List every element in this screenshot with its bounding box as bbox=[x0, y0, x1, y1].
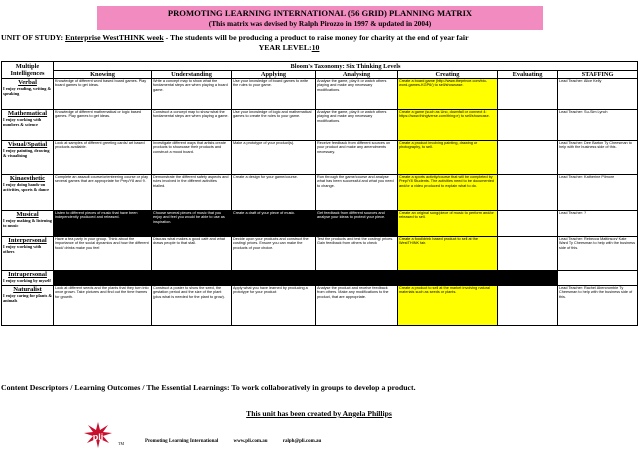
intelligence-description: I enjoy working with numbers & science bbox=[3, 117, 42, 127]
matrix-cell-applying: Apply what you have learned by producing a prototype for your product bbox=[232, 286, 316, 326]
column-header-analysing: Analysing bbox=[316, 71, 398, 79]
matrix-subtitle: (This matrix was devised by Ralph Pirozzo in 1997 & updated in 2004) bbox=[208, 19, 432, 28]
corner-multiple-intelligences: Multiple Intelligences bbox=[2, 62, 54, 79]
matrix-cell-knowing: Look at samples of different greeting cards/ art based products available. bbox=[54, 141, 152, 175]
footer-org: Promoting Learning International bbox=[145, 439, 219, 444]
matrix-cell-creating: Create a board game (http://www.theprince.com/bio-word-games-KGP6/) to sell/showcase. bbox=[398, 79, 498, 110]
intelligence-name: Verbal bbox=[18, 79, 37, 86]
matrix-cell-analysing: Receive feedback from different sources on your product and make any amendments necessary. bbox=[316, 141, 398, 175]
intelligence-description: I enjoy doing hands-on activities, sports & dance bbox=[3, 182, 50, 192]
matrix-cell-understanding: Discuss what makes a good café and what draws people to that stall. bbox=[152, 237, 232, 271]
matrix-cell-analysing: Get feedback from different sources and analyse your ideas to protect your piece. bbox=[316, 211, 398, 237]
matrix-cell-understanding: Write a concept map to show what the fundamental steps are when playing a board game. bbox=[152, 79, 232, 110]
trademark: TM bbox=[118, 441, 124, 446]
matrix-cell-understanding: Choose several pieces of music that you enjoy and feel you would be able to use as inspiration. bbox=[152, 211, 232, 237]
year-level-label: YEAR LEVEL: bbox=[258, 43, 312, 52]
matrix-cell-evaluating bbox=[498, 79, 558, 110]
intelligence-row-visual-spatial bbox=[2, 141, 638, 175]
matrix-cell-applying: Create a draft of your piece of music. bbox=[232, 211, 316, 237]
matrix-cell-applying: Decide upon your products and construct the costing/ prices. Ensure you can make the products of your choice. bbox=[232, 237, 316, 271]
matrix-cell-analysing bbox=[316, 271, 398, 286]
matrix-cell-applying: Create a design for your game/course. bbox=[232, 175, 316, 211]
content-descriptors-text: To work collaboratively in groups to develop a product. bbox=[229, 383, 416, 392]
intelligence-cell bbox=[2, 286, 54, 326]
footer-website[interactable]: www.pli.com.au bbox=[233, 439, 268, 444]
matrix-cell-applying bbox=[232, 271, 316, 286]
matrix-cell-staffing bbox=[558, 271, 638, 286]
intelligence-cell bbox=[2, 175, 54, 211]
matrix-cell-creating: Create a sports activity/course that will be completed by Prep/Y8 Students. The activities need to be documented and/or a video produced to explain what to do. bbox=[398, 175, 498, 211]
intelligence-cell bbox=[2, 211, 54, 237]
planning-matrix bbox=[1, 61, 638, 326]
intelligence-row-musical bbox=[2, 211, 638, 237]
matrix-cell-evaluating bbox=[498, 211, 558, 237]
matrix-cell-staffing: Lead Teacher: Alice Kelly bbox=[558, 79, 638, 110]
content-descriptors bbox=[1, 383, 637, 393]
intelligence-name: Interpersonal bbox=[8, 237, 47, 244]
intelligence-row-kinaesthetic bbox=[2, 175, 638, 211]
matrix-cell-creating bbox=[398, 271, 498, 286]
matrix-cell-knowing: Complete an assault course/orienteering course or play several games that are appropriate for Prep/Y8 and 9. bbox=[54, 175, 152, 211]
intelligence-description: I enjoy reading, writing & speaking bbox=[3, 86, 52, 96]
matrix-cell-staffing: Lead Teacher: ? bbox=[558, 211, 638, 237]
intelligence-name: Mathematical bbox=[7, 110, 48, 117]
matrix-cell-analysing: Analyse the game, play it or watch others playing and make any necessary modifications. bbox=[316, 79, 398, 110]
unit-label: UNIT OF STUDY: bbox=[1, 33, 64, 42]
matrix-cell-analysing: Analyse the game, play it or watch others playing and make any necessary modifications. bbox=[316, 110, 398, 141]
matrix-cell-evaluating bbox=[498, 237, 558, 271]
unit-description: - The students will be producing a product to raise money for charity at the end of year fair bbox=[163, 33, 469, 42]
intelligence-cell bbox=[2, 79, 54, 110]
matrix-cell-staffing: Lead Teacher: Rebecca Mattinson/ Kate Ward Ty Cheesman to help with the business side of this. bbox=[558, 237, 638, 271]
intelligence-row-verbal bbox=[2, 79, 638, 110]
matrix-cell-creating: Create a product to sell at the market involving natural materials such as seeds or plants. bbox=[398, 286, 498, 326]
matrix-cell-applying: Make a prototype of your product(s). bbox=[232, 141, 316, 175]
matrix-title: PROMOTING LEARNING INTERNATIONAL (56 GRID) PLANNING MATRIX bbox=[167, 8, 473, 18]
pli-logo-text: pli bbox=[92, 432, 104, 442]
column-header-staffing: STAFFING bbox=[558, 71, 638, 79]
matrix-cell-applying: Use your knowledge of logic and mathematical games to create the rules to your game. bbox=[232, 110, 316, 141]
matrix-cell-knowing: Knowledge of different word based board games. Play board games to get ideas. bbox=[54, 79, 152, 110]
matrix-cell-analysing: Run through the game/course and analyse what has been successful and what you need to change. bbox=[316, 175, 398, 211]
matrix-cell-evaluating bbox=[498, 175, 558, 211]
intelligence-cell bbox=[2, 110, 54, 141]
intelligence-description: I enjoy working by myself bbox=[3, 278, 51, 283]
blooms-taxonomy-title: Bloom's Taxonomy: Six Thinking Levels bbox=[54, 62, 638, 71]
pli-logo bbox=[78, 420, 118, 452]
matrix-cell-knowing: Knowledge of different mathematical or logic based games. Play games to get ideas. bbox=[54, 110, 152, 141]
matrix-header bbox=[97, 6, 543, 30]
matrix-cell-staffing: Lead Teacher: Dee Barton Ty Cheesman to help with the business side of this. bbox=[558, 141, 638, 175]
intelligence-name: Musical bbox=[16, 211, 39, 218]
intelligence-cell bbox=[2, 141, 54, 175]
matrix-cell-understanding: Construct a poster to show the seed, the gestation period and the size of the plant (plus what is needed for the plant to grow). bbox=[152, 286, 232, 326]
intelligence-name: Visual/Spatial bbox=[7, 141, 48, 148]
intelligence-row-mathematical bbox=[2, 110, 638, 141]
matrix-cell-creating: Create a food/drink based product to sell at the WestTHINK fair. bbox=[398, 237, 498, 271]
matrix-cell-understanding: Investigate different ways that artists create products to showcase their products and construct a mood board. bbox=[152, 141, 232, 175]
intelligence-cell bbox=[2, 237, 54, 271]
matrix-cell-evaluating bbox=[498, 110, 558, 141]
column-header-knowing: Knowing bbox=[54, 71, 152, 79]
content-descriptors-label: Content Descriptors / Learning Outcomes / The Essential Learnings: bbox=[1, 383, 230, 392]
matrix-cell-understanding bbox=[152, 271, 232, 286]
matrix-cell-staffing: Lead Teacher: Katherine Pilmore bbox=[558, 175, 638, 211]
matrix-cell-evaluating bbox=[498, 271, 558, 286]
matrix-cell-knowing bbox=[54, 271, 152, 286]
matrix-cell-staffing: Lead Teacher: Su-Sim Lynch bbox=[558, 110, 638, 141]
matrix-cell-knowing: Look at different seeds and the plants that they turn into once grown. Take pictures and find out the time frames for growth. bbox=[54, 286, 152, 326]
column-header-applying: Applying bbox=[232, 71, 316, 79]
matrix-cell-creating: Create a product involving painting, drawing or photography, to sell. bbox=[398, 141, 498, 175]
matrix-cell-creating: Create a game (such as Uno, downfall or connect 4: https://www.thingiverse.com/thing:e) to sell/showcase. bbox=[398, 110, 498, 141]
intelligence-row-naturalist bbox=[2, 286, 638, 326]
matrix-cell-staffing: Lead Teacher: Rachel Abercrombie Ty Cheesman to help with the business side of this. bbox=[558, 286, 638, 326]
matrix-cell-creating: Create an original song/piece of music to perform and/or released to sell. bbox=[398, 211, 498, 237]
column-header-evaluating: Evaluating bbox=[498, 71, 558, 79]
matrix-cell-analysing: Analyse the product and receive feedback from others. Make any modifications to the product, that are appropriate. bbox=[316, 286, 398, 326]
unit-name: Enterprise WestTHINK week bbox=[65, 33, 164, 42]
footer-email[interactable]: ralph@pli.com.au bbox=[282, 439, 322, 444]
matrix-cell-evaluating bbox=[498, 286, 558, 326]
intelligence-description: I enjoy caring for plants & animals bbox=[3, 293, 52, 303]
intelligence-description: I enjoy making & listening to music bbox=[3, 218, 52, 228]
intelligence-row-interpersonal bbox=[2, 237, 638, 271]
matrix-cell-evaluating bbox=[498, 141, 558, 175]
matrix-cell-understanding: Construct a concept map to show what the fundamental steps are when playing a game. bbox=[152, 110, 232, 141]
intelligence-description: I enjoy painting, drawing & visualising bbox=[3, 148, 50, 158]
credit-line: This unit has been created by Angela Phillips bbox=[246, 409, 392, 418]
intelligence-row-intrapersonal bbox=[2, 271, 638, 286]
footer bbox=[145, 439, 335, 444]
intelligence-cell bbox=[2, 271, 54, 286]
column-header-creating: Creating bbox=[398, 71, 498, 79]
intelligence-name: Intrapersonal bbox=[8, 271, 47, 278]
column-header-understanding: Understanding bbox=[152, 71, 232, 79]
intelligence-description: I enjoy working with others bbox=[3, 244, 42, 254]
matrix-cell-analysing: Test the products and test the costing/ prices. Gain feedback from others to check bbox=[316, 237, 398, 271]
intelligence-name: Naturalist bbox=[13, 286, 42, 293]
matrix-cell-knowing: Have a tea party in your group. Think about the importance of the social dynamics and how the different food/ drinks make you feel bbox=[54, 237, 152, 271]
matrix-cell-applying: Use your knowledge of board games to write the rules to your game. bbox=[232, 79, 316, 110]
matrix-cell-knowing: Listen to different pieces of music that have been independently produced and released. bbox=[54, 211, 152, 237]
unit-of-study bbox=[1, 33, 637, 53]
matrix-cell-understanding: Demonstrate the different safety aspects and rules involved in the different activities trialled. bbox=[152, 175, 232, 211]
year-level-value: 10 bbox=[311, 43, 320, 52]
intelligence-name: Kinaesthetic bbox=[9, 175, 46, 182]
